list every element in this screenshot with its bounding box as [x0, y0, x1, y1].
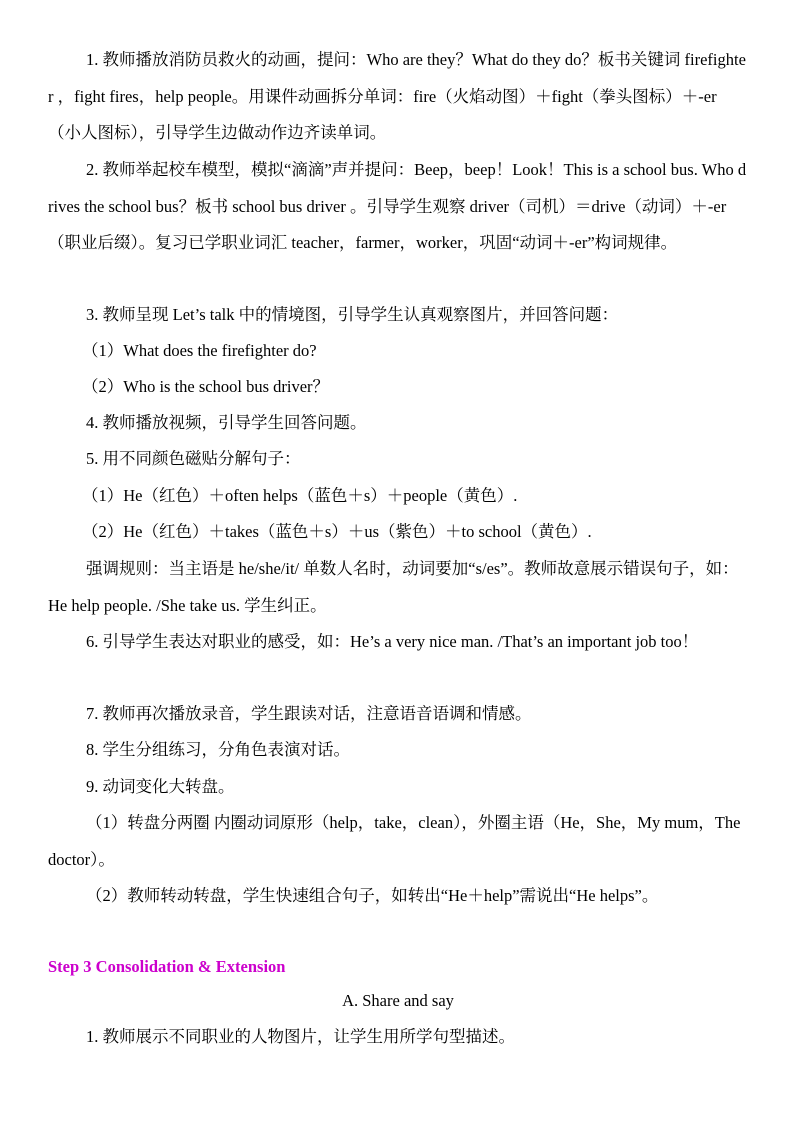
question-2: （2）Who is the school bus driver？	[82, 377, 330, 396]
wheel-step-2: （2）教师转动转盘，学生快速组合句子，如转出“He＋help”需说出“He helps”。	[86, 886, 659, 905]
paragraph-3: 3. 教师呈现 Let’s talk 中的情境图，引导学生认真观察图片，并回答问题：	[86, 305, 619, 324]
paragraph-5: 5. 用不同颜色磁贴分解句子：	[86, 449, 301, 468]
section-title: A. Share and say	[342, 991, 454, 1010]
paragraph-2: 2. 教师举起校车模型，模拟“滴滴”声并提问：Beep，beep！Look！This is a school bus. Who drives the school bus？板书 school bus driver 。引导学生观察 driver（司机）＝drive（动词）＋-er（职业后缀）。复习已学职业词汇 teacher，farmer，worker，巩固“动词＋-er”构词规律。	[48, 160, 747, 252]
question-1: （1）What does the firefighter do?	[82, 341, 317, 360]
wheel-step-1: （1）转盘分两圈 内圈动词原形（help，take，clean），外圈主语（He，She，My mum，The doctor）。	[48, 813, 741, 869]
sentence-breakdown-2: （2）He（红色）＋takes（蓝色＋s）＋us（紫色）＋to school（黄色）.	[82, 522, 592, 541]
paragraph-9: 9. 动词变化大转盘。	[86, 777, 235, 796]
step-heading: Step 3 Consolidation & Extension	[48, 957, 286, 976]
rule-paragraph: 强调规则：当主语是 he/she/it/ 单数人名时，动词要加“s/es”。教师故意展示错误句子，如：He help people. /She take us. 学生纠正。	[48, 559, 739, 615]
paragraph-4: 4. 教师播放视频，引导学生回答问题。	[86, 413, 367, 432]
paragraph-1: 1. 教师播放消防员救火的动画，提问：Who are they？What do they do？板书关键词 firefighter ，fight fires，help people。用课件动画拆分单词：fire（火焰动图）＋fight（拳头图标）＋-er（小人图标），引导学生边做动作边齐读单词。	[48, 50, 746, 142]
final-paragraph: 1. 教师展示不同职业的人物图片，让学生用所学句型描述。	[86, 1027, 515, 1046]
paragraph-6: 6. 引导学生表达对职业的感受，如：He’s a very nice man. /That’s an important job too！	[86, 632, 699, 651]
sentence-breakdown-1: （1）He（红色）＋often helps（蓝色＋s）＋people（黄色）.	[82, 486, 518, 505]
paragraph-7: 7. 教师再次播放录音，学生跟读对话，注意语音语调和情感。	[86, 704, 532, 723]
paragraph-8: 8. 学生分组练习，分角色表演对话。	[86, 740, 350, 759]
